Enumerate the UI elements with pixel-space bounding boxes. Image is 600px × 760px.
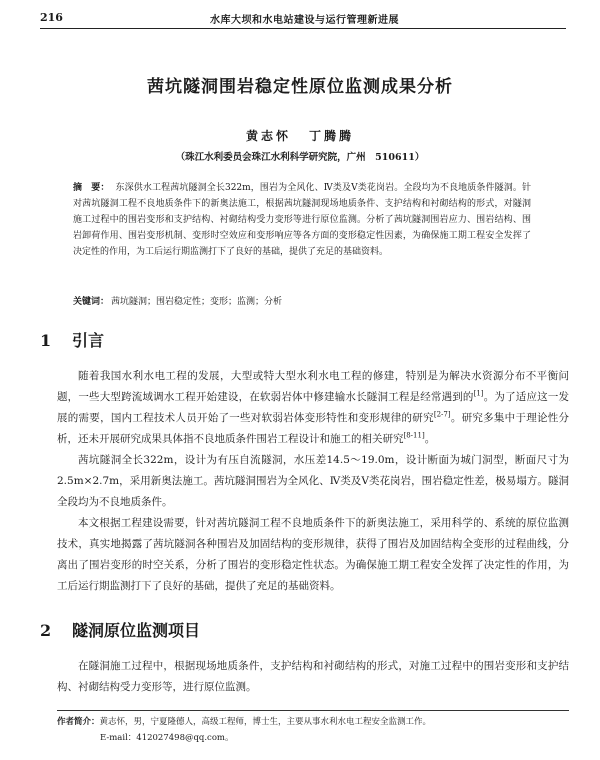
paragraph bbox=[57, 366, 569, 450]
section-heading-monitoring bbox=[40, 618, 200, 641]
abstract-label: 摘 要： bbox=[73, 183, 110, 193]
author-email: E-mail：412027498@qq.com。 bbox=[100, 733, 234, 743]
section-heading-introduction bbox=[40, 328, 104, 351]
paragraph: 本文根据工程建设需要，针对茜坑隧洞工程不良地质条件下的新奥法施工，采用科学的、系统的原位监测技术，真实地揭露了茜坑隧洞各种围岩及加固结构的变形规律，获得了围岩及加固结构全变形的过程曲线，分离出了围岩变形的时空关系，分析了围岩的变形稳定性状态。为确保施工期工程安全发挥了决定性的作用，为工后运行期监测打下了良好的基础，提供了充足的基础资料。 bbox=[57, 517, 569, 592]
page-number: 216 bbox=[40, 11, 63, 24]
paragraph-text: 。为了适应这一发展的需要，国内工程技术人员开始了一些对软弱岩体变形特性和变形规律的研究 bbox=[57, 391, 570, 424]
abstract-text: 东深供水工程茜坑隧洞全长322m，围岩为全风化、Ⅳ类及Ⅴ类花岗岩。全段均为不良地质条件隧洞。针对茜坑隧洞工程不良地质条件下的新奥法施工，根据茜坑隧洞现场地质条件、支护结构和衬砌结构的形式，对隧洞施工过程中的围岩变形和支护结构、衬砌结构受力变形等进行原位监测。分析了茜坑隧洞围岩应力、围岩结构、围岩卸荷作用、围岩变形机制、变形时空效应和变形响应等各方面的变形稳定性因素，为确保施工期工程安全发挥了决定性的作用，为工后运行期监测打下了良好的基础，提供了充足的基础资料。 bbox=[73, 183, 531, 257]
paragraph-text: 。研究多集中于理论性分析，还未开展研究成果具体指不良地质条件围岩工程设计和施工的相关研究 bbox=[57, 412, 570, 445]
footnote-label: 作者简介： bbox=[57, 717, 100, 727]
journal-title: 水库大坝和水电站建设与运行管理新进展 bbox=[210, 15, 399, 26]
section-number: 2 bbox=[40, 621, 52, 640]
section-title: 隧洞原位监测项目 bbox=[72, 621, 201, 640]
citation: [2-7] bbox=[433, 410, 451, 419]
citation: [1] bbox=[473, 389, 484, 398]
running-header bbox=[40, 10, 566, 29]
author-list bbox=[0, 127, 600, 144]
paragraph-text: 随着我国水利水电工程的发展，大型或特大型水利水电工程的修建，特别是为解决水资源分布不平衡问题，一些大型跨流域调水工程开始建设，在软弱岩体中修建输水长隧洞工程是经常遇到的 bbox=[57, 370, 569, 403]
author-name: 黄志怀 bbox=[245, 129, 291, 143]
footnote-text: 黄志怀，男，宁夏隆德人，高级工程师，博士生，主要从事水利水电工程安全监测工作。 bbox=[99, 717, 432, 727]
keywords-label: 关键词： bbox=[73, 297, 110, 307]
author-name: 丁腾腾 bbox=[309, 129, 355, 143]
section-body-monitoring bbox=[57, 656, 569, 698]
section-body-introduction bbox=[57, 366, 569, 597]
abstract bbox=[73, 180, 531, 260]
keywords-text: 茜坑隧洞；围岩稳定性；变形；监测；分析 bbox=[111, 297, 283, 307]
footnote-divider bbox=[57, 710, 569, 711]
section-title: 引言 bbox=[72, 331, 105, 350]
author-affiliation: （珠江水利委员会珠江水利科学研究院，广州 510611） bbox=[175, 152, 425, 163]
article-title: 茜坑隧洞围岩稳定性原位监测成果分析 bbox=[147, 77, 453, 97]
keywords bbox=[73, 295, 531, 309]
paragraph: 茜坑隧洞全长322m，设计为有压自流隧洞，水压差14.5～19.0m，设计断面为城门洞型，断面尺寸为2.5m×2.7m，采用新奥法施工。茜坑隧洞围岩为全风化、Ⅳ类及Ⅴ类花岗岩，围岩稳定性差，极易塌方。隧洞全段均为不良地质条件。 bbox=[57, 454, 569, 508]
citation: [8-11] bbox=[403, 431, 425, 440]
paragraph: 在隧洞施工过程中，根据现场地质条件，支护结构和衬砌结构的形式，对施工过程中的围岩变形和支护结构、衬砌结构受力变形等，进行原位监测。 bbox=[57, 660, 569, 693]
section-number: 1 bbox=[40, 331, 52, 350]
paragraph-text: 。 bbox=[424, 433, 436, 445]
author-footnote bbox=[57, 714, 569, 746]
